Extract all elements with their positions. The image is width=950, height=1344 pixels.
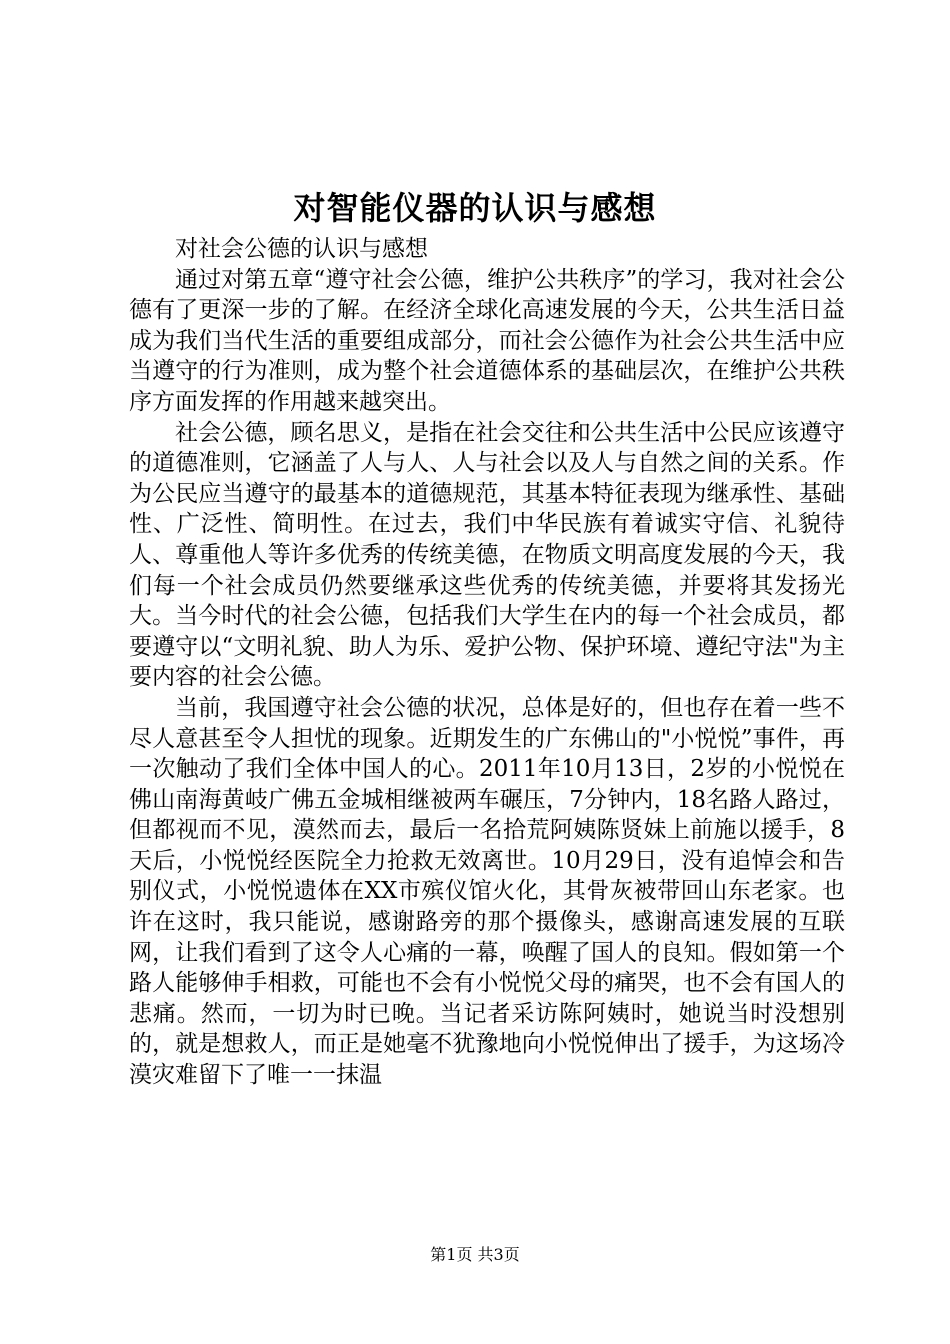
document-title: 对智能仪器的认识与感想 — [293, 189, 657, 227]
page-indicator: 第1页 共3页 — [430, 1245, 520, 1264]
paragraph-subtitle: 对社会公德的认识与感想 — [175, 236, 428, 262]
paragraph: 社会公德，顾名思义，是指在社会交往和公共生活中公民应该遵守的道德准则，它涵盖了人与人、人与社会以及人与自然之间的关系。作为公民应当遵守的最基本的道德规范，其基本特征表现为继承性、基础性、广泛性、简明性。在过去，我们中华民族有着诚实守信、礼貌待人、尊重他人等许多优秀的传统美德，在物质文明高度发展的今天，我们每一个社会成员仍然要继承这些优秀的传统美德，并要将其发扬光大。当今时代的社会公德，包括我们大学生在内的每一个社会成员，都要遵守以“文明礼貌、助人为乐、爱护公物、保护环境、遵纪守法"为主要内容的社会公德。 — [129, 419, 845, 691]
paragraph: 通过对第五章“遵守社会公德，维护公共秩序”的学习，我对社会公德有了更深一步的了解。在经济全球化高速发展的今天，公共生活日益成为我们当代生活的重要组成部分，而社会公德作为社会公共生活中应当遵守的行为准则，成为整个社会道德体系的基础层次，在维护公共秩序方面发挥的作用越来越突出。 — [129, 266, 845, 415]
document-body — [129, 234, 845, 1091]
paragraph: 当前，我国遵守社会公德的状况，总体是好的，但也存在着一些不尽人意甚至令人担忧的现象。近期发生的广东佛山的"小悦悦”事件，再一次触动了我们全体中国人的心。2011年10月13日，2岁的小悦悦在佛山南海黄岐广佛五金城相继被两车碾压，7分钟内，18名路人路过，但都视而不见，漠然而去，最后一名拾荒阿姨陈贤妹上前施以援手，8天后，小悦悦经医院全力抢救无效离世。10月29日，没有追悼会和告别仪式，小悦悦遗体在XX市殡仪馆火化，其骨灰被带回山东老家。也许在这时，我只能说，感谢路旁的那个摄像头，感谢高速发展的互联网，让我们看到了这令人心痛的一幕，唤醒了国人的良知。假如第一个路人能够伸手相救，可能也不会有小悦悦父母的痛哭，也不会有国人的悲痛。然而，一切为时已晚。当记者采访陈阿姨时，她说当时没想别的，就是想救人，而正是她毫不犹豫地向小悦悦伸出了援手，为这场冷漠灾难留下了唯一一抹温 — [129, 694, 845, 1089]
